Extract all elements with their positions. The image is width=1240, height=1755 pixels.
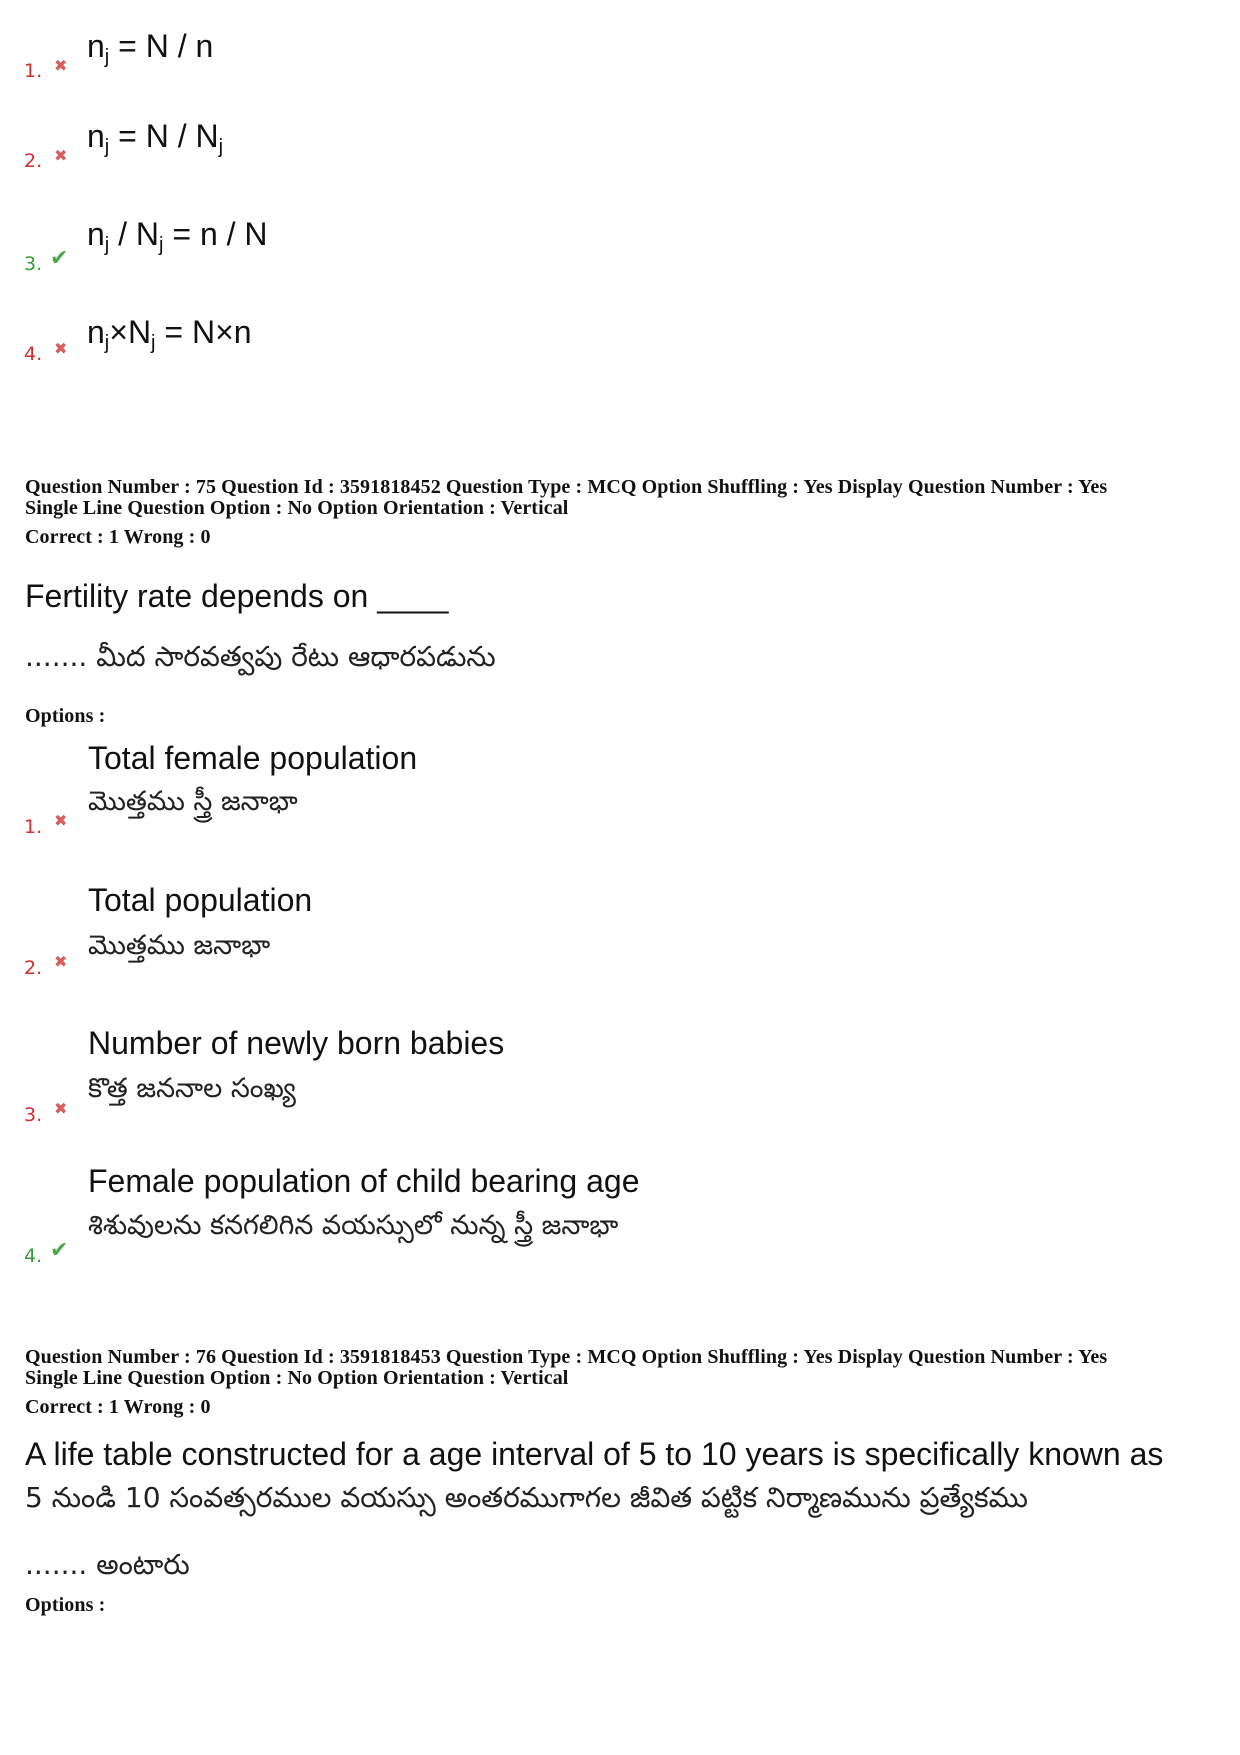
option-text-en: Total population (88, 882, 313, 918)
wrong-mark-icon: ✖ (54, 56, 68, 75)
option-number: 3. (24, 253, 43, 275)
option-number: 2. (24, 150, 43, 172)
formula-text: $n_j = N / n$ (87, 28, 214, 68)
option-number: 4. (24, 1245, 43, 1267)
wrong-mark-icon: ✖ (54, 811, 68, 830)
question-text-te: ....... మీద సారవత్వపు రేటు ఆధారపడును (25, 640, 496, 673)
question-meta-line-2: Single Line Question Option : No Option Orientation : Vertical (25, 1367, 569, 1389)
question-meta-line-3: Correct : 1 Wrong : 0 (25, 1396, 211, 1418)
question-meta-line-1: Question Number : 76 Question Id : 3591818453 Question Type : MCQ Option Shuffling : Yes Display Question Number : Yes (25, 1346, 1108, 1368)
options-label: Options : (25, 705, 106, 727)
formula-text: $n_j = N / N_j$ (87, 118, 224, 158)
option-number: 1. (24, 816, 43, 838)
option-text-en: Number of newly born babies (88, 1025, 505, 1061)
option-text-te: మొత్తము జనాభా (88, 930, 271, 961)
formula-text: $n_j / N_j = n / N$ (87, 216, 268, 256)
question-meta-line-1: Question Number : 75 Question Id : 3591818452 Question Type : MCQ Option Shuffling : Yes Display Question Number : Yes (25, 476, 1108, 498)
formula-text: $n_j\times N_j = N\times n$ (87, 314, 252, 354)
question-text-te-line-2: ....... అంటారు (25, 1548, 190, 1581)
option-text-te: శిశువులను కనగలిగిన వయస్సులో నున్న స్త్రీ జనాభా (88, 1210, 619, 1241)
question-meta-line-2: Single Line Question Option : No Option Orientation : Vertical (25, 497, 569, 519)
question-text-en: A life table constructed for a age interval of 5 to 10 years is specifically known as (25, 1436, 1164, 1472)
wrong-mark-icon: ✖ (54, 1099, 68, 1118)
correct-check-icon: ✔ (50, 246, 69, 271)
question-meta-line-3: Correct : 1 Wrong : 0 (25, 526, 211, 548)
option-text-te: కొత్త జననాల సంఖ్య (88, 1073, 296, 1104)
question-text-en: Fertility rate depends on ____ (25, 578, 449, 614)
wrong-mark-icon: ✖ (54, 952, 68, 971)
option-number: 4. (24, 343, 43, 365)
options-label: Options : (25, 1594, 106, 1616)
wrong-mark-icon: ✖ (54, 146, 68, 165)
wrong-mark-icon: ✖ (54, 339, 68, 358)
option-number: 1. (24, 60, 43, 82)
question-text-te-line-1: 5 నుండి 10 సంవత్సరముల వయస్సు అంతరముగాగల జీవిత పట్టిక నిర్మాణమును ప్రత్యేకము (25, 1481, 1028, 1514)
option-text-en: Total female population (88, 740, 418, 776)
option-text-te: మొత్తము స్త్రీ జనాభా (88, 786, 298, 817)
option-number: 2. (24, 957, 43, 979)
option-text-en: Female population of child bearing age (88, 1163, 640, 1199)
option-number: 3. (24, 1104, 43, 1126)
correct-check-icon: ✔ (50, 1238, 69, 1263)
